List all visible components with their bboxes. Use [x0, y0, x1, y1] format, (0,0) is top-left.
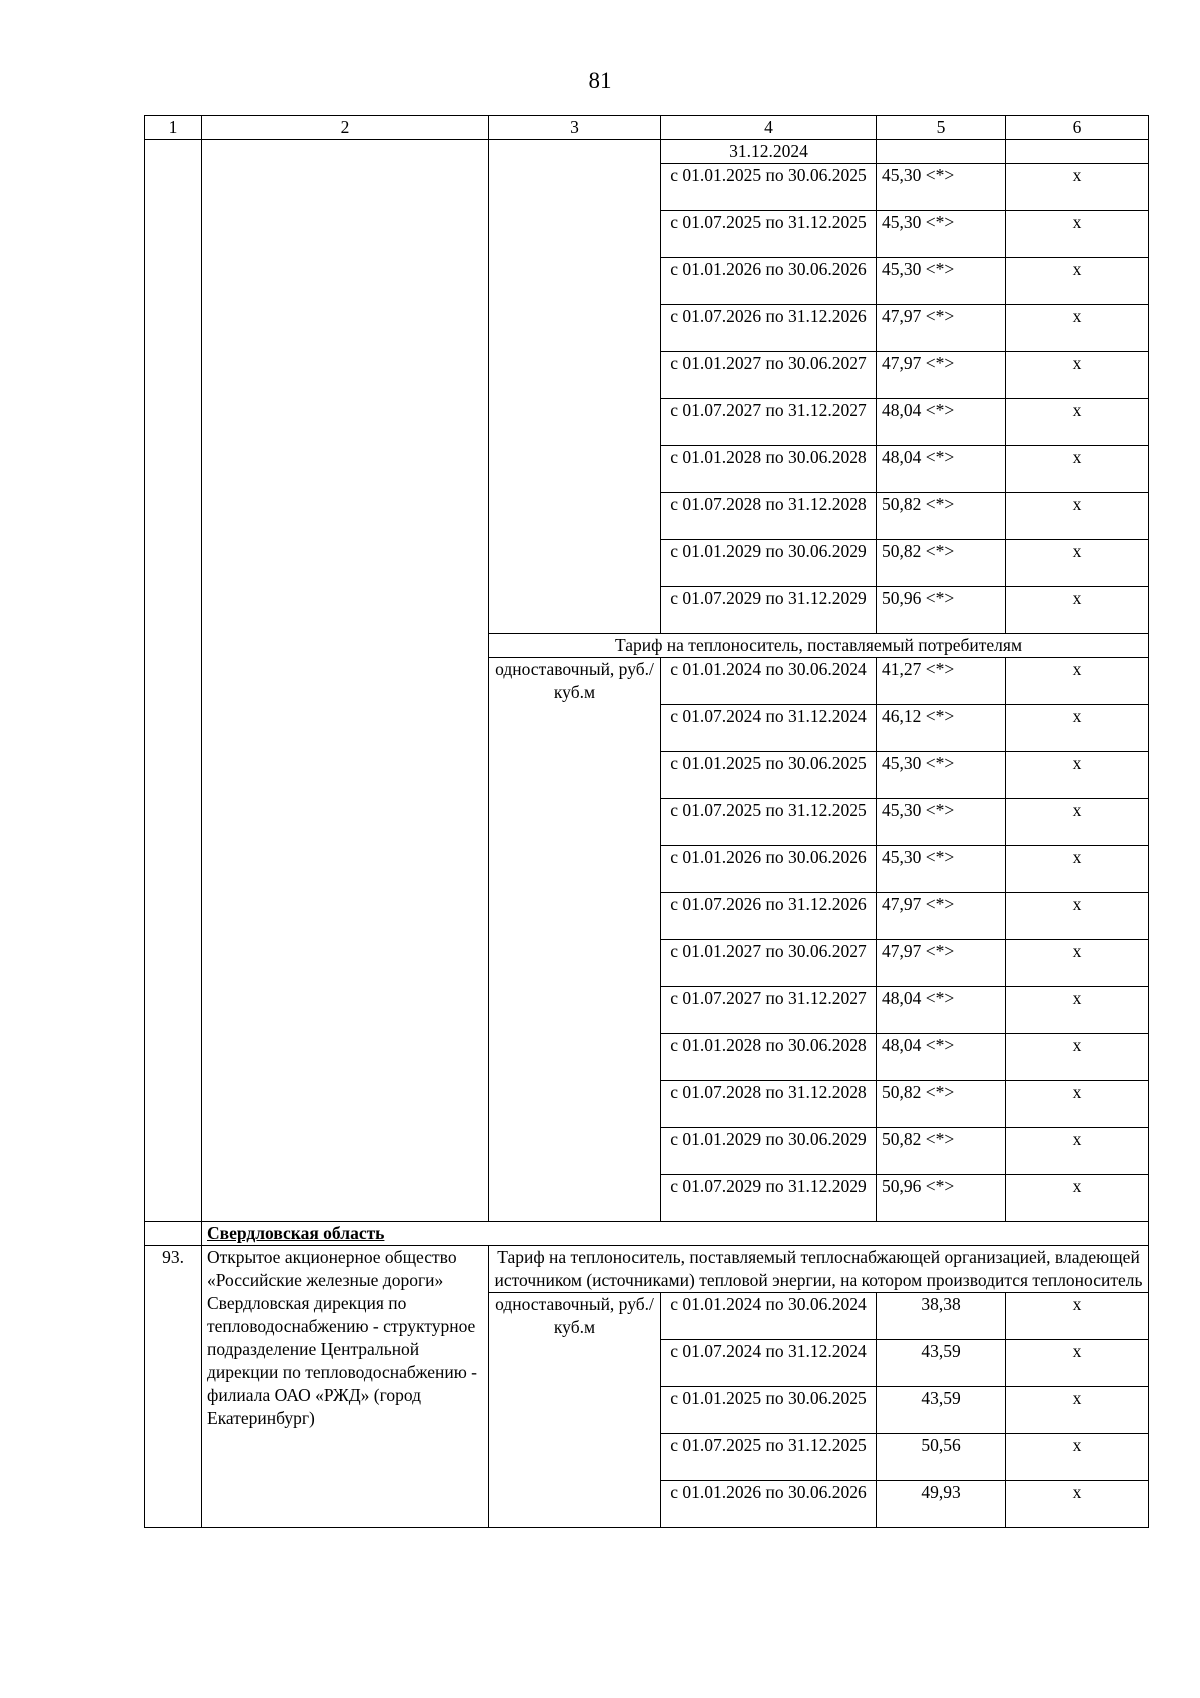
value-cell: 50,96 <*>: [877, 587, 1006, 634]
x-cell: х: [1006, 705, 1149, 752]
value-cell: 47,97 <*>: [877, 352, 1006, 399]
period-cell: с 01.07.2025 по 31.12.2025: [661, 1434, 877, 1481]
period-cell: с 01.07.2028 по 31.12.2028: [661, 493, 877, 540]
column-header: 3: [489, 116, 661, 140]
value-cell: 48,04 <*>: [877, 399, 1006, 446]
table-row: [145, 1246, 1149, 1293]
x-cell: х: [1006, 1034, 1149, 1081]
x-cell: х: [1006, 1293, 1149, 1340]
value-cell: 43,59: [877, 1387, 1006, 1434]
value-cell: 47,97 <*>: [877, 893, 1006, 940]
x-cell: х: [1006, 1434, 1149, 1481]
value-cell: 45,30 <*>: [877, 846, 1006, 893]
x-cell: х: [1006, 1175, 1149, 1222]
value-cell: 49,93: [877, 1481, 1006, 1528]
value-cell: 50,56: [877, 1434, 1006, 1481]
period-cell: с 01.01.2026 по 30.06.2026: [661, 846, 877, 893]
x-cell: х: [1006, 940, 1149, 987]
period-cell: с 01.07.2024 по 31.12.2024: [661, 705, 877, 752]
x-cell: х: [1006, 1128, 1149, 1175]
section-title: Тариф на теплоноситель, поставляемый потребителям: [489, 634, 1149, 658]
period-cell: с 01.07.2026 по 31.12.2026: [661, 305, 877, 352]
x-cell: х: [1006, 587, 1149, 634]
x-cell: [1006, 140, 1149, 164]
value-cell: [877, 140, 1006, 164]
value-cell: 45,30 <*>: [877, 211, 1006, 258]
value-cell: 47,97 <*>: [877, 940, 1006, 987]
value-cell: 50,82 <*>: [877, 493, 1006, 540]
value-cell: 50,82 <*>: [877, 540, 1006, 587]
tariff-table: [144, 115, 1149, 1528]
period-cell: с 01.07.2025 по 31.12.2025: [661, 799, 877, 846]
period-cell: с 01.01.2026 по 30.06.2026: [661, 258, 877, 305]
value-cell: 41,27 <*>: [877, 658, 1006, 705]
organization-cell: [202, 140, 489, 1222]
x-cell: х: [1006, 752, 1149, 799]
period-cell: с 01.01.2027 по 30.06.2027: [661, 940, 877, 987]
region-title: Свердловская область: [202, 1222, 1149, 1246]
tariff-table-body: [145, 116, 1149, 1528]
x-cell: х: [1006, 987, 1149, 1034]
period-cell: с 01.07.2025 по 31.12.2025: [661, 211, 877, 258]
page-number: 81: [588, 68, 612, 93]
column-header: 6: [1006, 116, 1149, 140]
x-cell: х: [1006, 211, 1149, 258]
period-cell: с 01.01.2029 по 30.06.2029: [661, 540, 877, 587]
x-cell: х: [1006, 305, 1149, 352]
x-cell: х: [1006, 540, 1149, 587]
period-cell: с 01.01.2024 по 30.06.2024: [661, 1293, 877, 1340]
value-cell: 50,96 <*>: [877, 1175, 1006, 1222]
value-cell: 47,97 <*>: [877, 305, 1006, 352]
column-header-row: [145, 116, 1149, 140]
period-cell: с 01.01.2028 по 30.06.2028: [661, 1034, 877, 1081]
section-title: Тариф на теплоноситель, поставляемый теплоснабжающей организацией, владеющей источником (источниками) тепловой энергии, на котором производится теплоноситель: [489, 1246, 1149, 1293]
x-cell: х: [1006, 493, 1149, 540]
x-cell: х: [1006, 658, 1149, 705]
unit-cell: [489, 140, 661, 634]
column-header: 5: [877, 116, 1006, 140]
value-cell: 45,30 <*>: [877, 258, 1006, 305]
period-cell: с 01.07.2029 по 31.12.2029: [661, 587, 877, 634]
x-cell: х: [1006, 1481, 1149, 1528]
period-cell: с 01.01.2026 по 30.06.2026: [661, 1481, 877, 1528]
value-cell: 50,82 <*>: [877, 1128, 1006, 1175]
value-cell: 45,30 <*>: [877, 164, 1006, 211]
value-cell: 43,59: [877, 1340, 1006, 1387]
table-row: [145, 140, 1149, 164]
unit-cell: одноставочный, руб./куб.м: [489, 658, 661, 1222]
x-cell: х: [1006, 1340, 1149, 1387]
period-cell: с 01.07.2029 по 31.12.2029: [661, 1175, 877, 1222]
value-cell: 48,04 <*>: [877, 446, 1006, 493]
period-cell: с 01.01.2028 по 30.06.2028: [661, 446, 877, 493]
value-cell: 50,82 <*>: [877, 1081, 1006, 1128]
value-cell: 48,04 <*>: [877, 987, 1006, 1034]
value-cell: 45,30 <*>: [877, 752, 1006, 799]
number-cell: [145, 140, 202, 1222]
organization-name: Открытое акционерное общество «Российские железные дороги» Свердловская дирекция по тепловодоснабжению - структурное подразделение Центральной дирекции по тепловодоснабжению - филиала ОАО «РЖД» (город Екатеринбург): [202, 1246, 489, 1528]
period-cell: с 01.01.2027 по 30.06.2027: [661, 352, 877, 399]
x-cell: х: [1006, 446, 1149, 493]
x-cell: х: [1006, 258, 1149, 305]
value-cell: 46,12 <*>: [877, 705, 1006, 752]
period-cell: с 01.07.2024 по 31.12.2024: [661, 1340, 877, 1387]
unit-cell: одноставочный, руб./куб.м: [489, 1293, 661, 1528]
x-cell: х: [1006, 164, 1149, 211]
region-row: [145, 1222, 1149, 1246]
period-cell: с 01.07.2027 по 31.12.2027: [661, 987, 877, 1034]
number-cell: [145, 1222, 202, 1246]
value-cell: 48,04 <*>: [877, 1034, 1006, 1081]
period-cell: с 01.01.2025 по 30.06.2025: [661, 1387, 877, 1434]
period-cell: 31.12.2024: [661, 140, 877, 164]
period-cell: с 01.01.2025 по 30.06.2025: [661, 752, 877, 799]
x-cell: х: [1006, 846, 1149, 893]
period-cell: с 01.01.2029 по 30.06.2029: [661, 1128, 877, 1175]
value-cell: 38,38: [877, 1293, 1006, 1340]
x-cell: х: [1006, 1387, 1149, 1434]
value-cell: 45,30 <*>: [877, 799, 1006, 846]
x-cell: х: [1006, 799, 1149, 846]
x-cell: х: [1006, 399, 1149, 446]
period-cell: с 01.07.2026 по 31.12.2026: [661, 893, 877, 940]
x-cell: х: [1006, 893, 1149, 940]
entry-number: 93.: [145, 1246, 202, 1528]
period-cell: с 01.07.2028 по 31.12.2028: [661, 1081, 877, 1128]
period-cell: с 01.01.2025 по 30.06.2025: [661, 164, 877, 211]
column-header: 2: [202, 116, 489, 140]
period-cell: с 01.01.2024 по 30.06.2024: [661, 658, 877, 705]
x-cell: х: [1006, 352, 1149, 399]
column-header: 1: [145, 116, 202, 140]
column-header: 4: [661, 116, 877, 140]
period-cell: с 01.07.2027 по 31.12.2027: [661, 399, 877, 446]
x-cell: х: [1006, 1081, 1149, 1128]
